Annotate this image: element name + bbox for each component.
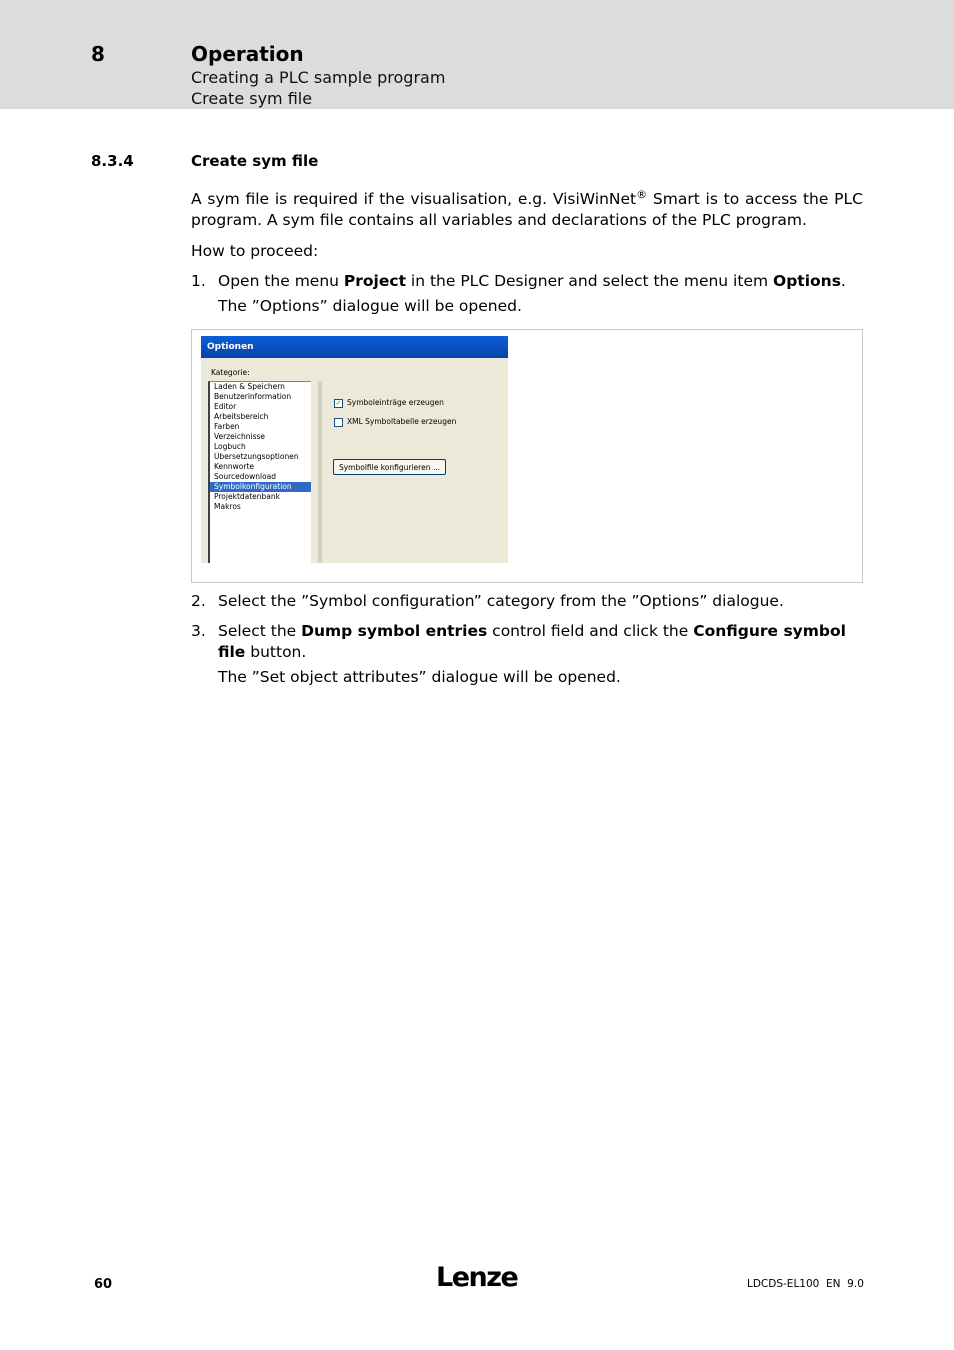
checkbox-checked-icon: ✓ bbox=[335, 398, 342, 407]
category-item: Projektdatenbank bbox=[214, 492, 280, 501]
step-3-number: 3. bbox=[191, 622, 206, 640]
settings-panel bbox=[318, 381, 508, 563]
category-label: Kategorie: bbox=[211, 368, 250, 377]
step-1-text: Open the menu Project in the PLC Designer and select the menu item Options. bbox=[218, 272, 846, 290]
breadcrumb-section: Creating a PLC sample program bbox=[191, 68, 446, 87]
chapter-number: 8 bbox=[91, 42, 105, 66]
step-1-number: 1. bbox=[191, 272, 206, 290]
lenze-logo: Lenze bbox=[436, 1262, 518, 1293]
category-item: Editor bbox=[214, 402, 237, 411]
category-list bbox=[208, 381, 311, 563]
category-item: Übersetzungsoptionen bbox=[214, 452, 299, 461]
category-item: Kennworte bbox=[214, 462, 255, 471]
xml-symbol-table-option: XML Symboltabelle erzeugen bbox=[334, 417, 456, 427]
dialog-title-bar bbox=[201, 336, 508, 358]
step-3-text: Select the Dump symbol entries control field and click the Configure symbol file button. bbox=[218, 622, 846, 661]
category-item: Benutzerinformation bbox=[214, 392, 292, 401]
category-item: Logbuch bbox=[214, 442, 246, 451]
intro-paragraph: A sym file is required if the visualisation, e.g. VisiWinNet® Smart is to access the PLC program. A sym file contains all variables and declarations of the PLC program. bbox=[191, 187, 863, 229]
category-item-selected: Symbolkonfiguration bbox=[210, 482, 311, 492]
category-item: Verzeichnisse bbox=[214, 432, 266, 441]
dump-symbol-entries-option: ✓ Symboleinträge erzeugen bbox=[335, 398, 444, 407]
section-title: Create sym file bbox=[191, 152, 319, 170]
step-1-result: The ”Options” dialogue will be opened. bbox=[218, 297, 522, 315]
options-dialog-screenshot bbox=[201, 336, 508, 563]
page-number: 60 bbox=[94, 1277, 113, 1292]
category-item: Makros bbox=[214, 502, 241, 511]
document-id: LDCDS-EL100 EN 9.0 bbox=[747, 1278, 864, 1290]
header-band bbox=[0, 0, 954, 109]
category-item: Farben bbox=[214, 422, 240, 431]
category-item: Sourcedownload bbox=[214, 472, 277, 481]
checkbox-unchecked-icon bbox=[334, 418, 343, 427]
how-to-label: How to proceed: bbox=[191, 242, 319, 260]
category-item: Laden & Speichern bbox=[214, 382, 285, 391]
step-2-text: Select the ”Symbol configuration” category from the ”Options” dialogue. bbox=[218, 592, 784, 610]
breadcrumb-subsection: Create sym file bbox=[191, 89, 313, 108]
section-number: 8.3.4 bbox=[91, 152, 134, 170]
configure-symbol-file-button: Symbolfile konfigurieren ... bbox=[333, 459, 446, 475]
step-2-number: 2. bbox=[191, 592, 206, 610]
category-item: Arbeitsbereich bbox=[214, 412, 269, 421]
dialog-title: Optionen bbox=[207, 342, 254, 352]
step-3-result: The ”Set object attributes” dialogue will be opened. bbox=[218, 668, 621, 686]
registered-mark: ® bbox=[636, 187, 648, 201]
chapter-title: Operation bbox=[191, 42, 304, 66]
